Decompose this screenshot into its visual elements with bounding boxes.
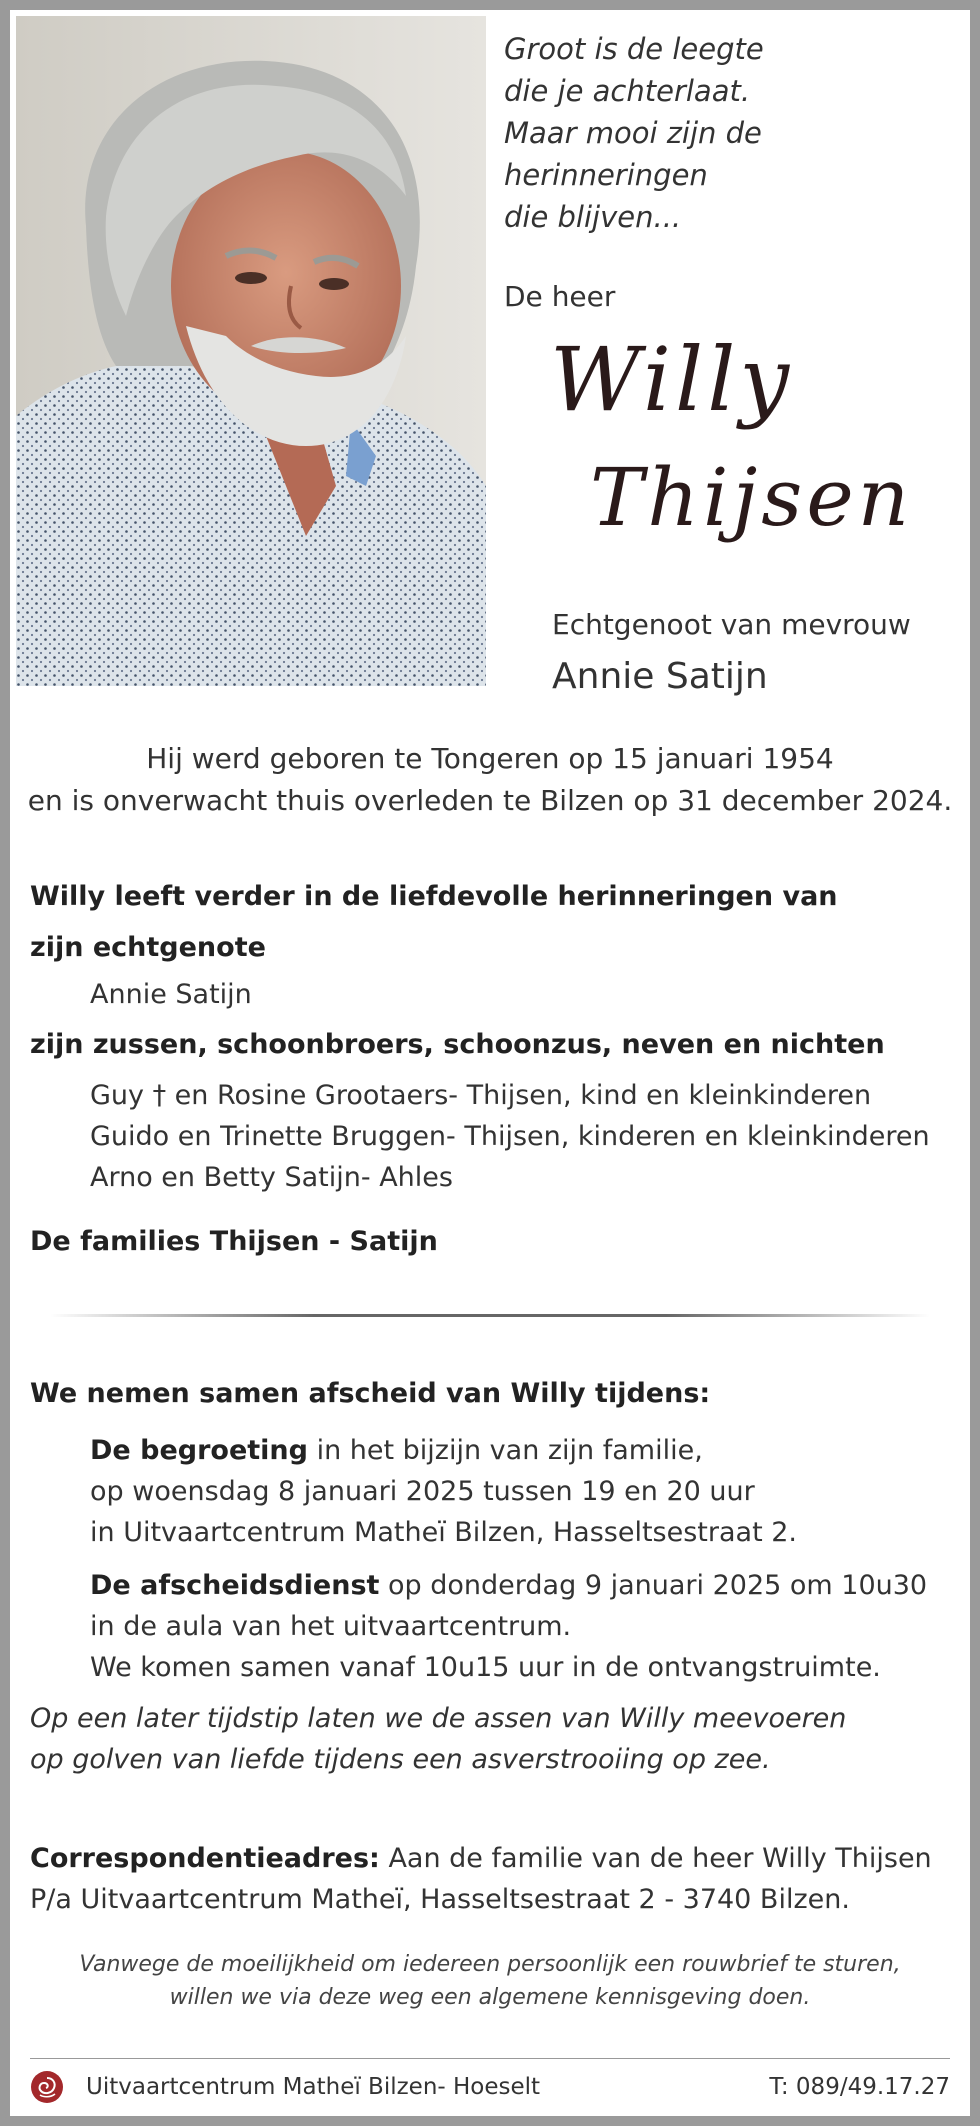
greeting-date: op woensdag 8 januari 2025 tussen 19 en 20 uur	[90, 1476, 755, 1507]
farewell-intro: We nemen samen afscheid van Willy tijdens:	[30, 1378, 711, 1409]
group-member: Guido en Trinette Bruggen- Thijsen, kinderen en kleinkinderen	[90, 1121, 930, 1152]
footer	[30, 2066, 950, 2110]
correspondence-label: Correspondentieadres:	[30, 1843, 380, 1874]
spouse-name: Annie Satijn	[552, 656, 768, 697]
service-text: op donderdag 9 januari 2025 om 10u30	[379, 1570, 928, 1601]
poem-line: die blijven...	[504, 200, 682, 234]
families-line: De families Thijsen - Satijn	[30, 1226, 438, 1257]
greeting-block	[30, 1430, 950, 1553]
poem-line: Groot is de leegte	[504, 32, 764, 66]
group-heading: zijn zussen, schoonbroers, schoonzus, neven en nichten	[30, 1029, 885, 1060]
service-block	[30, 1565, 950, 1688]
birth-death-text	[10, 738, 970, 822]
group-member: Annie Satijn	[90, 979, 252, 1010]
service-title: De afscheidsdienst	[90, 1570, 380, 1601]
general-notice	[10, 1948, 970, 2014]
greeting-text: in het bijzijn van zijn familie,	[307, 1435, 703, 1466]
first-name-script: Willy	[550, 328, 794, 431]
farewell-section	[30, 1372, 950, 1780]
notice-line: willen we via deze weg een algemene kennisgeving doen.	[169, 1985, 811, 2010]
ashes-line: Op een later tijdstip laten we de assen van Willy meevoeren	[30, 1703, 847, 1734]
section-divider	[50, 1314, 930, 1317]
memories-section	[30, 872, 950, 1268]
funeral-home-name: Uitvaartcentrum Matheï Bilzen- Hoeselt	[86, 2074, 541, 2100]
service-gathering: We komen samen vanaf 10u15 uur in de ontvangstruimte.	[90, 1652, 881, 1683]
handwritten-name	[530, 320, 930, 570]
portrait-photo	[16, 16, 486, 686]
ashes-line: op golven van liefde tijdens een asverstrooiing op zee.	[30, 1744, 771, 1775]
memories-intro: Willy leeft verder in de liefdevolle herinneringen van	[30, 881, 838, 912]
correspondence-address	[30, 1838, 950, 1920]
death-line: en is onverwacht thuis overleden te Bilzen op 31 december 2024.	[27, 784, 953, 817]
phone-number: T: 089/49.17.27	[769, 2074, 950, 2100]
greeting-location: in Uitvaartcentrum Matheï Bilzen, Hasseltsestraat 2.	[90, 1517, 798, 1548]
group-member: Guy † en Rosine Grootaers- Thijsen, kind en kleinkinderen	[90, 1080, 872, 1111]
ashes-text	[30, 1698, 950, 1780]
correspondence-line: P/a Uitvaartcentrum Matheï, Hasseltsestraat 2 - 3740 Bilzen.	[30, 1884, 850, 1915]
poem-line: die je achterlaat.	[504, 74, 751, 108]
service-location: in de aula van het uitvaartcentrum.	[90, 1611, 572, 1642]
last-name-script: Thijsen	[590, 451, 914, 544]
honorific: De heer	[504, 280, 616, 313]
greeting-title: De begroeting	[90, 1435, 308, 1466]
footer-divider	[30, 2058, 950, 2059]
notice-line: Vanwege de moeilijkheid om iedereen persoonlijk een rouwbrief te sturen,	[79, 1952, 901, 1977]
birth-line: Hij werd geboren te Tongeren op 15 januari 1954	[146, 742, 834, 775]
poem-line: Maar mooi zijn de herinneringen	[504, 116, 762, 192]
group-member: Arno en Betty Satijn- Ahles	[90, 1162, 453, 1193]
poem	[504, 28, 944, 238]
spouse-label: Echtgenoot van mevrouw	[552, 608, 911, 641]
correspondence-line: Aan de familie van de heer Willy Thijsen	[379, 1843, 932, 1874]
group-heading: zijn echtgenote	[30, 932, 266, 963]
rose-logo-icon	[30, 2070, 64, 2104]
